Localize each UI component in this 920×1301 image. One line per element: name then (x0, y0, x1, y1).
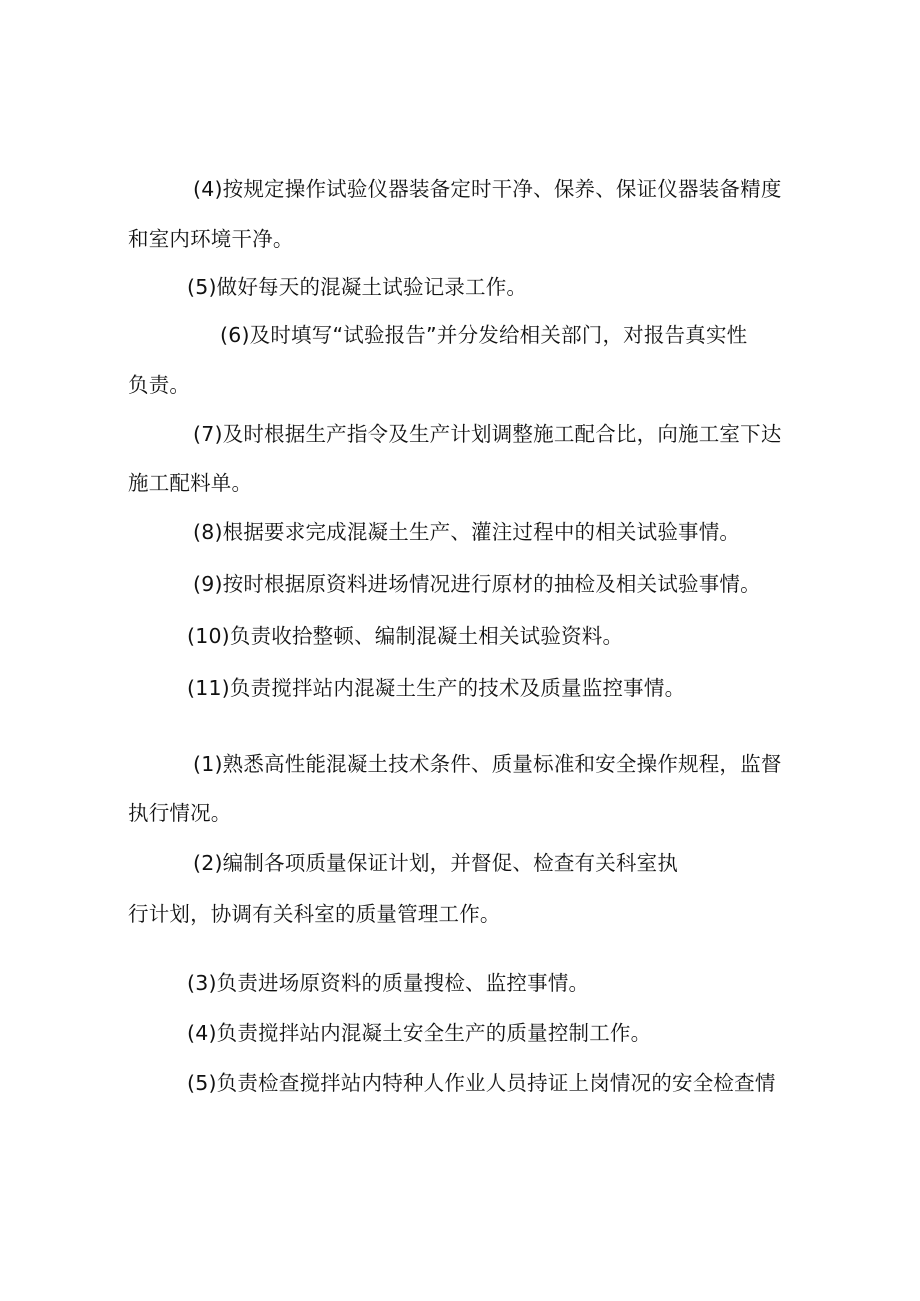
paragraph-line: (1)熟悉高性能混凝土技术条件、质量标准和安全操作规程，监督 (193, 752, 782, 776)
paragraph-line: 施工配料单。 (128, 471, 253, 495)
paragraph-line: (9)按时根据原资料进场情况进行原材的抽检及相关试验事情。 (193, 572, 761, 596)
paragraph-line: 和室内环境干净。 (128, 227, 294, 251)
paragraph-line: (4)按规定操作试验仪器装备定时干净、保养、保证仪器装备精度 (193, 177, 782, 201)
paragraph-line: 执行情况。 (128, 801, 232, 825)
paragraph-line: (3)负责进场原资料的质量搜检、监控事情。 (187, 971, 590, 995)
paragraph-line: 行计划，协调有关科室的质量管理工作。 (128, 902, 501, 926)
paragraph-line: (6)及时填写“试验报告”并分发给相关部门，对报告真实性 (220, 323, 748, 347)
paragraph-line: (4)负责搅拌站内混凝土安全生产的质量控制工作。 (187, 1021, 652, 1045)
paragraph-line: (10)负责收拾整顿、编制混凝土相关试验资料。 (187, 624, 624, 648)
paragraph-line: (7)及时根据生产指令及生产计划调整施工配合比，向施工室下达 (193, 422, 782, 446)
paragraph-line: (5)负责检查搅拌站内特种人作业人员持证上岗情况的安全检查情 (187, 1071, 776, 1095)
paragraph-line: 负责。 (128, 373, 191, 397)
paragraph-line: (5)做好每天的混凝土试验记录工作。 (187, 275, 528, 299)
paragraph-line: (11)负责搅拌站内混凝土生产的技术及质量监控事情。 (187, 676, 686, 700)
paragraph-line: (8)根据要求完成混凝土生产、灌注过程中的相关试验事情。 (193, 520, 741, 544)
paragraph-line: (2)编制各项质量保证计划，并督促、检查有关科室执 (193, 851, 679, 875)
